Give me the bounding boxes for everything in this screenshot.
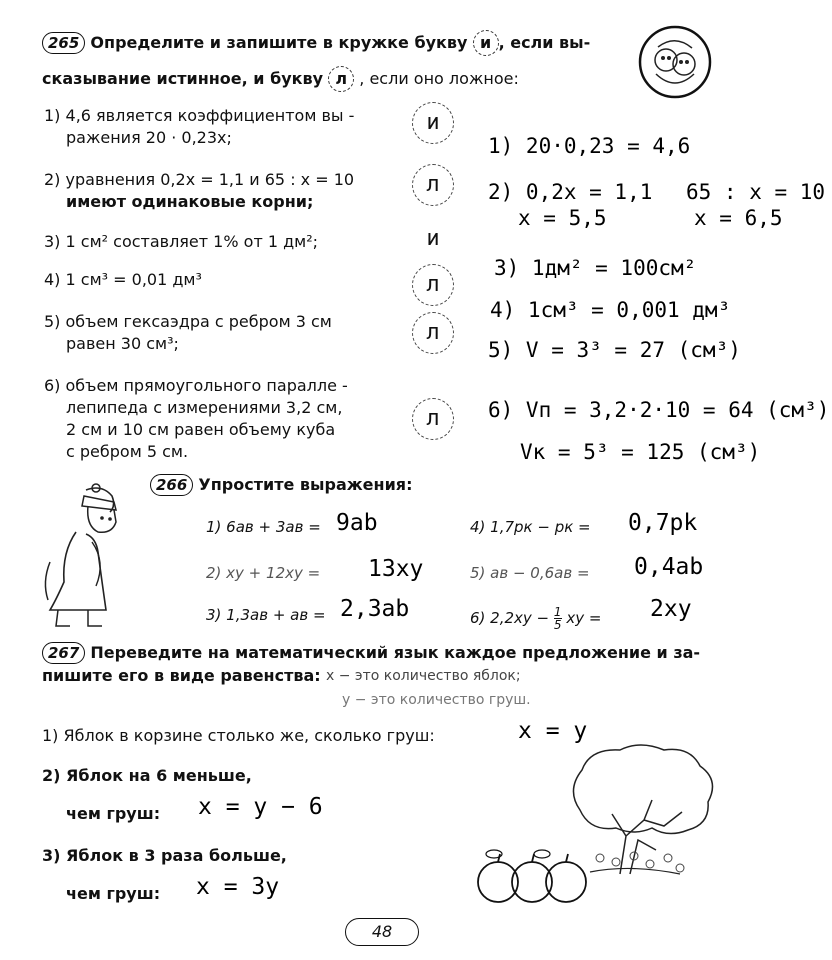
work-6a: 6) Vп = 3,2·2·10 = 64 (см³) xyxy=(488,398,830,422)
ex267-item3-text2: чем груш: xyxy=(66,884,161,903)
ex266-ans6: 2xy xyxy=(650,596,692,622)
ex265-item2-answer: л xyxy=(412,164,454,206)
ex266-ans5: 0,4ab xyxy=(634,554,704,580)
ex267-number: 267 xyxy=(42,642,85,664)
ex266-expr4: 4) 1,7pк − pк = xyxy=(470,518,591,536)
ex267-item1-answer: x = y xyxy=(518,718,588,744)
ex266-expr1: 1) 6ав + 3ав = xyxy=(206,518,321,536)
fraction-numerator: 1 xyxy=(553,605,562,619)
ex265-intro-1b: , если вы- xyxy=(498,33,591,52)
ex267-def-y: y − это количество груш. xyxy=(342,692,531,708)
ex267-title-2: пишите его в виде равенства: xyxy=(42,666,321,685)
mascot-picture xyxy=(636,22,714,102)
ex265-number: 265 xyxy=(42,32,85,54)
work-2c: 65 : x = 10 xyxy=(686,180,826,204)
child-picture xyxy=(36,482,136,630)
ex265-item2-line2: имеют одинаковые корни; xyxy=(66,192,314,211)
ex266-expr5: 5) ав − 0,6ав = xyxy=(470,564,590,582)
apples-picture xyxy=(474,842,594,908)
ex267-item3-answer: x = 3y xyxy=(196,874,280,900)
fraction-denominator: 5 xyxy=(553,618,562,632)
ex265-header-line2 xyxy=(42,66,519,92)
ex267-header-line1 xyxy=(42,642,700,664)
ex265-header-line1 xyxy=(42,30,590,56)
ex265-item1-line2: ражения 20 · 0,23x; xyxy=(66,128,232,147)
ex266-header xyxy=(150,474,412,496)
ex266-expr3: 3) 1,3ав + ав = xyxy=(206,606,326,624)
ex265-item4-answer: л xyxy=(412,264,454,306)
ex266-ans1: 9ab xyxy=(336,510,378,536)
ex267-item2-answer: x = y − 6 xyxy=(198,794,323,820)
ex265-item6-answer: л xyxy=(412,398,454,440)
ex267-item2-text2: чем груш: xyxy=(66,804,161,823)
ex265-item6-line1: 6) объем прямоугольного паралле - xyxy=(44,376,348,395)
ex266-ans2: 13xy xyxy=(368,556,424,582)
work-1: 1) 20·0,23 = 4,6 xyxy=(488,134,691,158)
ex265-item6-line2: лепипеда с измерениями 3,2 см, xyxy=(66,398,343,417)
ex266-ans3: 2,3ab xyxy=(340,596,410,622)
ex267-item3-text: 3) Яблок в 3 раза больше, xyxy=(42,846,287,865)
ex266-title: Упростите выражения: xyxy=(198,475,413,494)
letter-false-circle: л xyxy=(328,66,354,92)
work-6b: Vк = 5³ = 125 (см³) xyxy=(520,440,761,464)
ex267-item2-text: 2) Яблок на 6 меньше, xyxy=(42,766,252,785)
work-4: 4) 1см³ = 0,001 дм³ xyxy=(490,298,731,322)
work-2a: 2) 0,2x = 1,1 xyxy=(488,180,653,204)
ex265-intro-2: сказывание истинное, и букву xyxy=(42,69,324,88)
ex266-expr6-tail: xy = xyxy=(566,609,602,627)
ex265-item6-line4: с ребром 5 см. xyxy=(66,442,189,461)
ex266-ans4: 0,7pk xyxy=(628,510,698,536)
ex265-item5-line1: 5) объем гексаэдра с ребром 3 см xyxy=(44,312,332,331)
ex266-expr6 xyxy=(470,606,601,631)
ex265-item5-answer: л xyxy=(412,312,454,354)
ex265-item3-line1: 3) 1 см² составляет 1% от 1 дм²; xyxy=(44,232,319,251)
letter-true-circle: и xyxy=(473,30,499,56)
ex265-item4-line1: 4) 1 см³ = 0,01 дм³ xyxy=(44,270,202,289)
ex265-item2-line1: 2) уравнения 0,2x = 1,1 и 65 : x = 10 xyxy=(44,170,355,189)
ex265-item1-answer: и xyxy=(412,102,454,144)
ex265-item3-answer: и xyxy=(426,226,440,251)
ex267-def-x: x − это количество яблок; xyxy=(326,668,521,684)
work-5: 5) V = 3³ = 27 (см³) xyxy=(488,338,741,362)
ex266-fraction xyxy=(554,606,562,631)
ex267-title-1: Переведите на математический язык каждое предложение и за- xyxy=(90,643,701,662)
page-number: 48 xyxy=(345,918,419,946)
ex265-item5-line2: равен 30 см³; xyxy=(66,334,179,353)
ex265-item6-line3: 2 см и 10 см равен объему куба xyxy=(66,420,336,439)
work-3: 3) 1дм² = 100см² xyxy=(494,256,697,280)
ex267-item1-text: 1) Яблок в корзине столько же, сколько груш: xyxy=(42,726,435,745)
work-2b: x = 5,5 xyxy=(518,206,607,230)
ex265-intro-2b: , если оно ложное: xyxy=(359,69,519,88)
ex266-expr6-head: 6) 2,2xy − xyxy=(470,609,554,627)
ex266-expr2: 2) xy + 12xy = xyxy=(206,564,321,582)
work-2d: x = 6,5 xyxy=(694,206,783,230)
ex266-number: 266 xyxy=(150,474,193,496)
ex265-item1-line1: 1) 4,6 является коэффициентом вы - xyxy=(44,106,355,125)
ex265-intro-1: Определите и запишите в кружке букву xyxy=(90,33,468,52)
